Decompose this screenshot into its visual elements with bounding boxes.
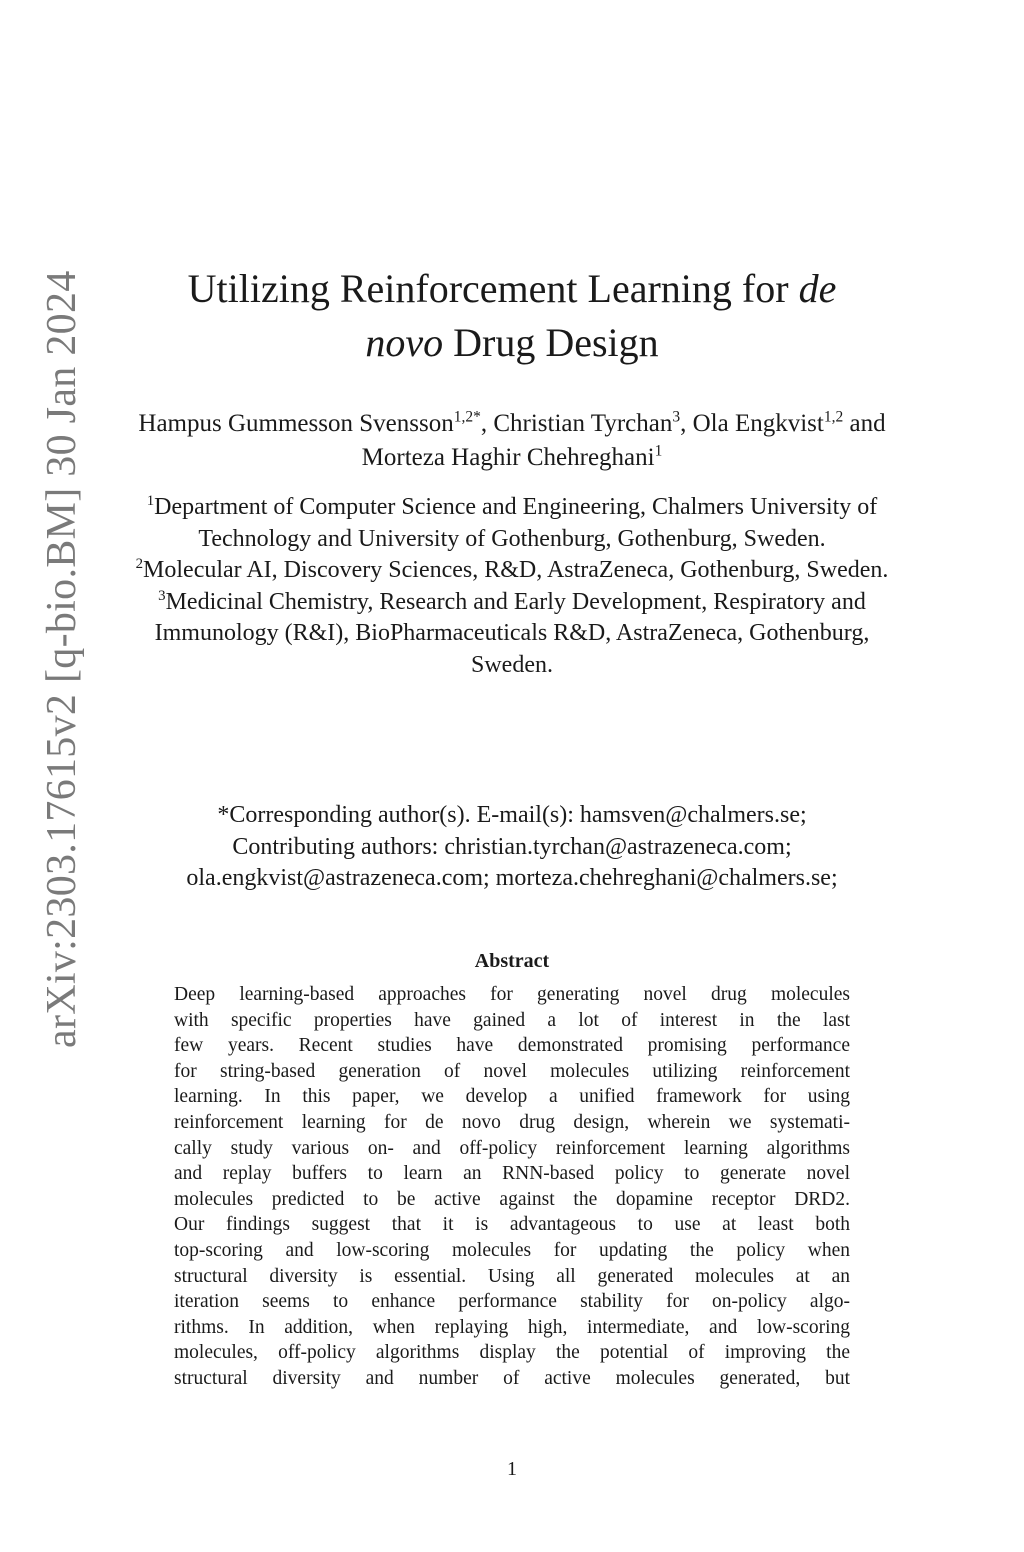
- abstract-line: Our findings suggest that it is advantageous to use at least both: [174, 1214, 850, 1236]
- corresponding-author-line: *Corresponding author(s). E-mail(s): hamsven@chalmers.se;: [217, 802, 807, 828]
- affiliation-number: 1: [146, 493, 155, 509]
- author-affiliation-mark: 1,2: [823, 408, 844, 426]
- author-name: Hampus Gummesson Svensson: [138, 410, 454, 437]
- abstract-line: reinforcement learning for de novo drug design, wherein we systemati-: [174, 1111, 850, 1133]
- arxiv-identifier-stamp: arXiv:2303.17615v2 [q-bio.BM] 30 Jan 2024: [39, 270, 85, 1048]
- affiliation-number: 2: [135, 556, 144, 572]
- affiliation-item: [130, 492, 894, 555]
- title-italic-de: de: [798, 266, 837, 311]
- affiliations: [130, 492, 894, 681]
- abstract-line: structural diversity is essential. Using all generated molecules at an: [174, 1265, 850, 1287]
- title-part1: Utilizing Reinforcement Learning for: [187, 266, 799, 311]
- abstract-line: Deep learning-based approaches for generating novel drug molecules: [174, 984, 850, 1005]
- author-affiliation-mark: 1,2*: [453, 408, 481, 426]
- author-separator: ,: [680, 410, 693, 437]
- abstract-line: learning. In this paper, we develop a unified framework for using: [174, 1086, 850, 1108]
- affiliation-text: Molecular AI, Discovery Sciences, R&D, AstraZeneca, Gothenburg, Sweden.: [143, 557, 889, 583]
- abstract-line: rithms. In addition, when replaying high, intermediate, and low-scoring: [174, 1316, 850, 1338]
- author-separator: and: [843, 410, 886, 437]
- paper-title: [150, 262, 874, 370]
- affiliation-text: Department of Computer Science and Engineering, Chalmers University of Technology and University of Gothenburg, Gothenburg, Sweden.: [154, 494, 878, 552]
- abstract-line: few years. Recent studies have demonstrated promising performance: [174, 1035, 850, 1057]
- abstract-line: cally study various on- and off-policy reinforcement learning algorithms: [174, 1137, 850, 1159]
- abstract-line: and replay buffers to learn an RNN-based policy to generate novel: [174, 1163, 850, 1185]
- affiliation-text: Medicinal Chemistry, Research and Early Development, Respiratory and Immunology (R&I), BioPharmaceuticals R&D, AstraZeneca, Gothenburg, Sweden.: [154, 588, 870, 678]
- abstract-line: structural diversity and number of active molecules generated, but: [174, 1367, 850, 1389]
- author-name: Morteza Haghir Chehreghani: [361, 444, 655, 471]
- abstract-line: for string-based generation of novel molecules utilizing reinforcement: [174, 1060, 850, 1082]
- abstract-heading: Abstract: [474, 950, 550, 972]
- affiliation-item: [130, 587, 894, 682]
- author-list: [130, 407, 894, 475]
- abstract-line: top-scoring and low-scoring molecules for updating the policy when: [174, 1239, 850, 1261]
- contact-info: [110, 800, 914, 895]
- title-part2: Drug Design: [443, 320, 659, 365]
- author-name: Christian Tyrchan: [493, 410, 673, 437]
- abstract-line: iteration seems to enhance performance stability for on-policy algo-: [174, 1291, 850, 1313]
- page-number: 1: [507, 1458, 517, 1480]
- abstract-line: with specific properties have gained a lot of interest in the last: [174, 1009, 850, 1031]
- abstract-line: molecules, off-policy algorithms display the potential of improving the: [174, 1342, 850, 1364]
- contributing-authors-emails: ola.engkvist@astrazeneca.com; morteza.chehreghani@chalmers.se;: [186, 865, 838, 891]
- affiliation-item: [130, 555, 894, 587]
- abstract-line: molecules predicted to be active against the dopamine receptor DRD2.: [174, 1188, 850, 1210]
- contributing-authors-line: Contributing authors: christian.tyrchan@astrazeneca.com;: [232, 833, 792, 860]
- author-affiliation-mark: 3: [672, 408, 681, 426]
- author-name: Ola Engkvist: [692, 410, 824, 437]
- abstract-body: [174, 982, 850, 1392]
- author-separator: ,: [480, 410, 494, 437]
- affiliation-number: 3: [158, 587, 166, 604]
- author-affiliation-mark: 1: [654, 442, 663, 460]
- title-italic-novo: novo: [365, 320, 444, 365]
